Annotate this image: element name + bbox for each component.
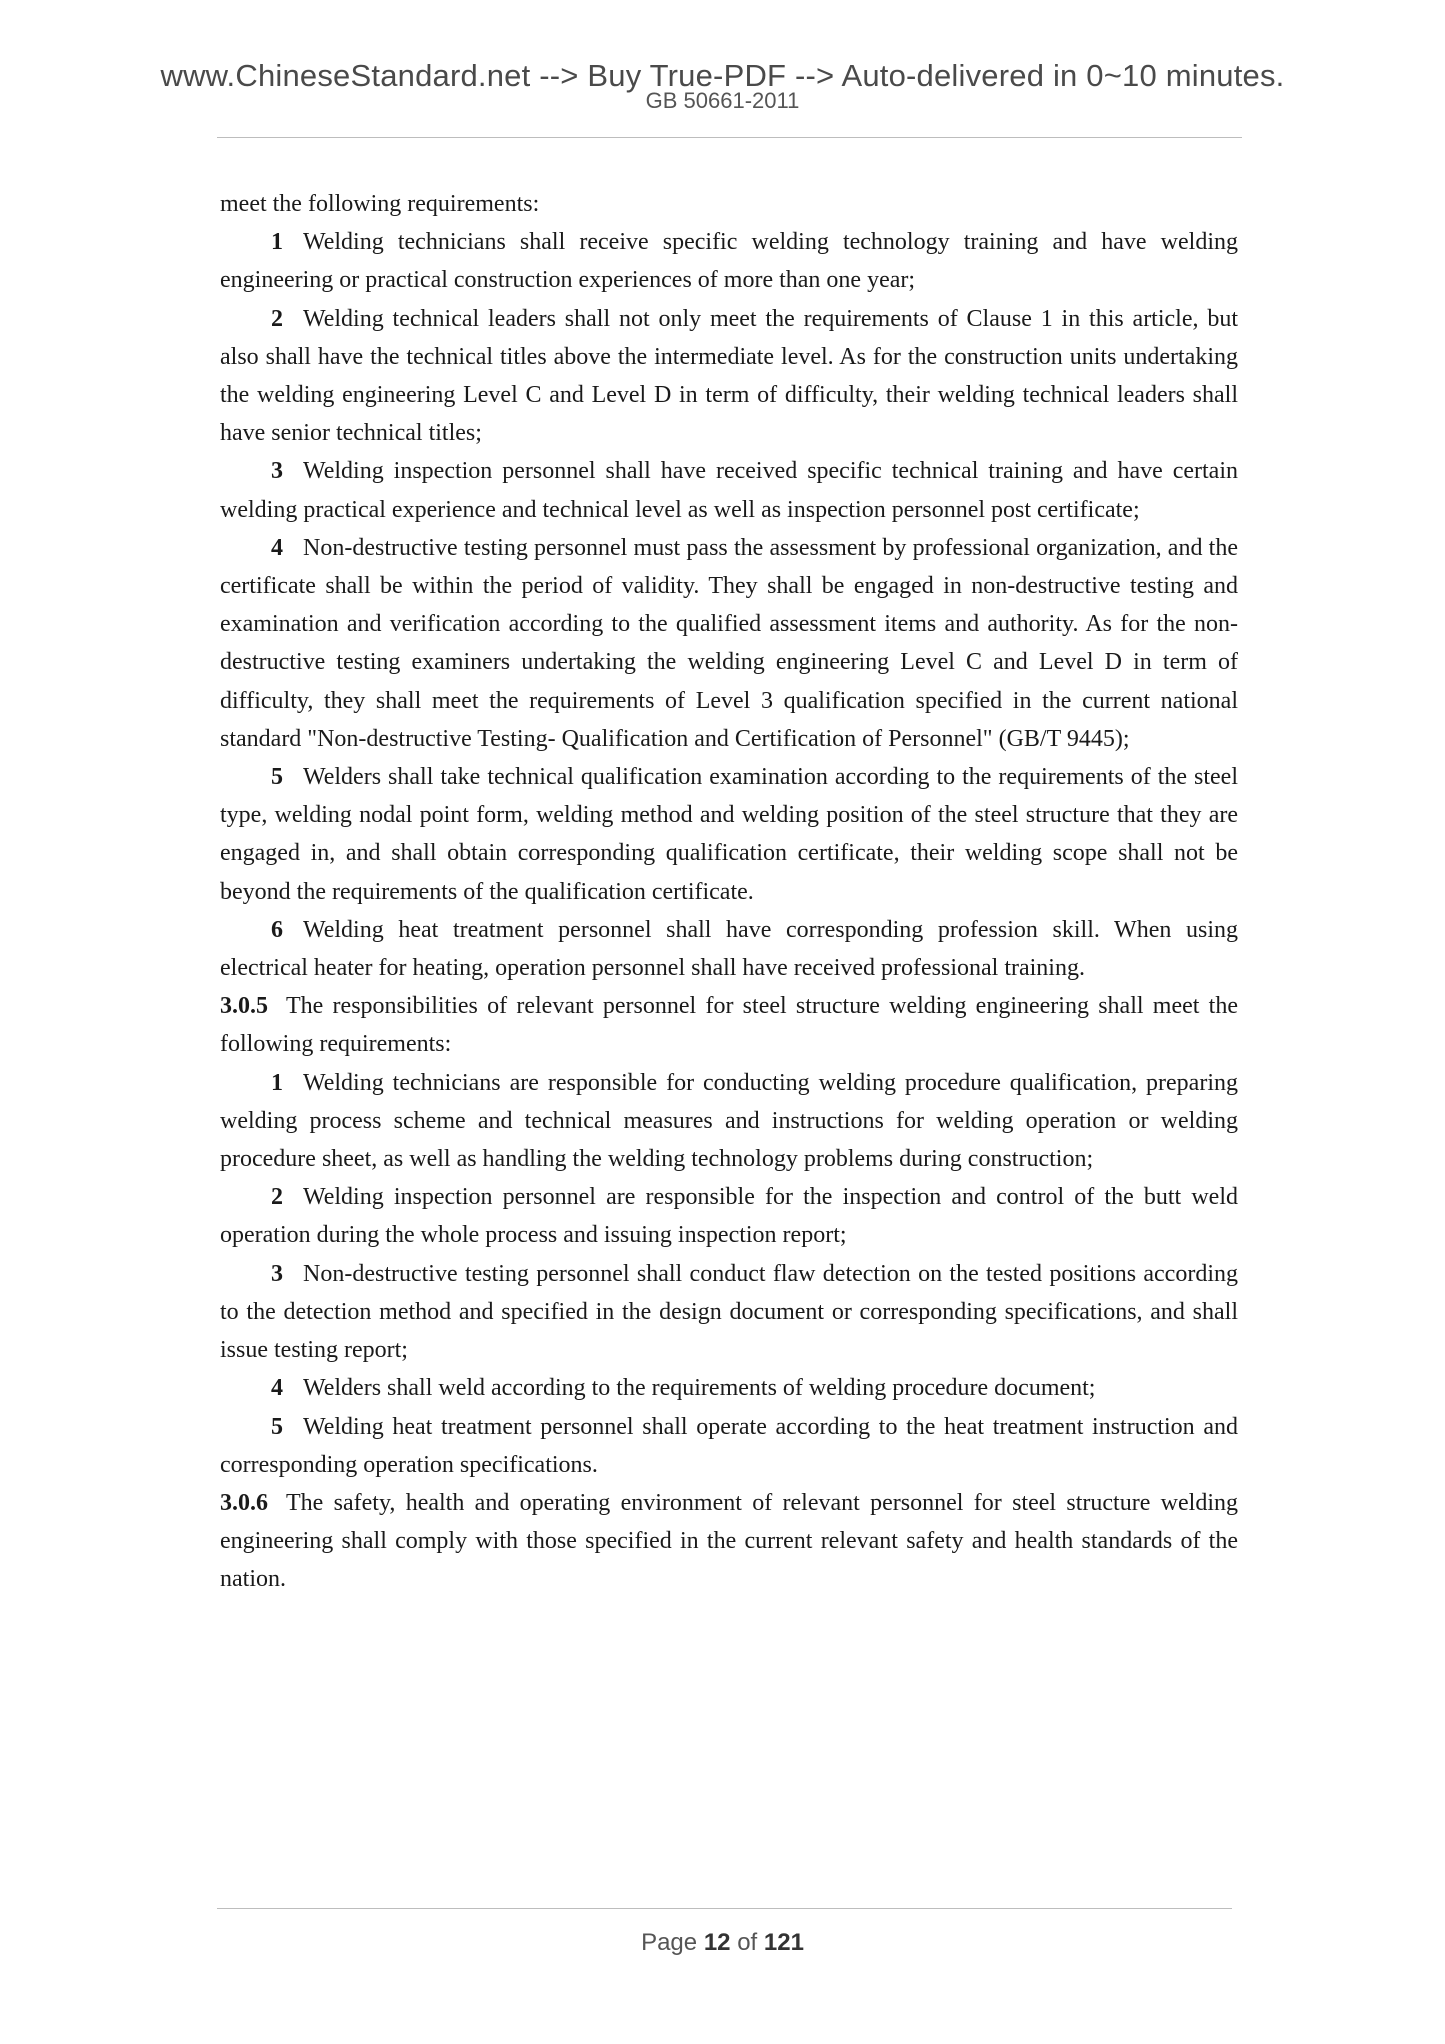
item-text: Welding heat treatment personnel shall have corresponding profession skill. When using electrical heater for heating, operation personnel shall have received professional training.	[220, 916, 1238, 982]
lead-text: meet the following requirements:	[220, 191, 540, 217]
item-number: 2	[271, 1184, 283, 1211]
footer-divider	[217, 1908, 1232, 1909]
list-item	[220, 911, 1238, 987]
list-item	[220, 1369, 1238, 1407]
item-number: 3	[271, 1260, 283, 1287]
item-text: Non-destructive testing personnel shall conduct flaw detection on the tested positions according to the detection method and specified in the design document or corresponding specifications, and shall issue testing report;	[220, 1260, 1238, 1364]
item-text: Non-destructive testing personnel must pass the assessment by professional organization, and the certificate shall be within the period of validity. They shall be engaged in non-destructive testing and examination and verification according to the qualified assessment items and authority. As for the non-destructive testing examiners undertaking the welding engineering Level C and Level D in term of difficulty, they shall meet the requirements of Level 3 qualification specified in the current national standard "Non-destructive Testing- Qualification and Certification of Personnel" (GB/T 9445);	[220, 534, 1238, 752]
item-text: Welders shall weld according to the requirements of welding procedure document;	[303, 1375, 1096, 1402]
item-text: Welding heat treatment personnel shall operate according to the heat treatment instruction and corresponding operation specifications.	[220, 1413, 1238, 1478]
list-item	[220, 1255, 1238, 1370]
item-number: 5	[271, 1413, 283, 1440]
item-text: Welding technicians shall receive specific welding technology training and have welding engineering or practical construction experiences of more than one year;	[220, 229, 1238, 294]
list-item	[220, 758, 1238, 911]
clause-text: The responsibilities of relevant personnel for steel structure welding engineering shall meet the following requirements:	[220, 993, 1238, 1058]
item-text: Welding inspection personnel are responsible for the inspection and control of the butt weld operation during the whole process and issuing inspection report;	[220, 1184, 1238, 1249]
item-number: 3	[271, 458, 283, 485]
list-item	[220, 1178, 1238, 1254]
list-item	[220, 300, 1238, 453]
standard-code: GB 50661-2011	[645, 88, 800, 113]
list-item	[220, 1408, 1238, 1484]
item-text: Welding technical leaders shall not only meet the requirements of Clause 1 in this article, but also shall have the technical titles above the intermediate level. As for the construction units undertaking the welding engineering Level C and Level D in term of difficulty, their welding technical leaders shall have senior technical titles;	[220, 305, 1238, 447]
item-text: Welding inspection personnel shall have received specific technical training and have certain welding practical experience and technical level as well as inspection personnel post certificate;	[220, 458, 1238, 523]
page-number: 12	[703, 1929, 731, 1956]
header-divider	[217, 137, 1242, 138]
item-number: 5	[271, 764, 283, 791]
item-number: 4	[271, 534, 283, 561]
list-item	[220, 452, 1238, 528]
item-text: Welders shall take technical qualification examination according to the requirements of the steel type, welding nodal point form, welding method and welding position of the steel structure that they are engaged in, and shall obtain corresponding qualification certificate, their welding scope shall not be beyond the requirements of the qualification certificate.	[220, 764, 1238, 905]
item-number: 1	[271, 1069, 283, 1096]
list-item	[220, 1064, 1238, 1179]
page-total: 121	[763, 1929, 804, 1956]
clause-number: 3.0.6	[220, 1489, 268, 1516]
document-body	[220, 185, 1238, 1599]
item-number: 4	[271, 1375, 283, 1402]
list-item	[220, 223, 1238, 299]
item-number: 1	[271, 229, 283, 256]
clause-3-0-5	[220, 987, 1238, 1063]
page-indicator	[0, 1929, 1445, 1957]
page-of-label: of	[737, 1929, 758, 1956]
item-number: 6	[271, 916, 283, 943]
clause-text: The safety, health and operating environment of relevant personnel for steel structure welding engineering shall comply with those specified in the current relevant safety and health standards of the nation.	[220, 1489, 1238, 1593]
item-text: Welding technicians are responsible for conducting welding procedure qualification, preparing welding process scheme and technical measures and instructions for welding operation or welding procedure sheet, as well as handling the welding technology problems during construction;	[220, 1069, 1238, 1173]
clause-number: 3.0.5	[220, 993, 268, 1020]
list-item	[220, 529, 1238, 758]
item-number: 2	[271, 305, 283, 332]
page-prefix: Page	[641, 1929, 698, 1956]
site-banner: www.ChineseStandard.net --> Buy True-PDF --> Auto-delivered in 0~10 minutes.	[160, 58, 1285, 93]
clause-3-0-6	[220, 1484, 1238, 1599]
